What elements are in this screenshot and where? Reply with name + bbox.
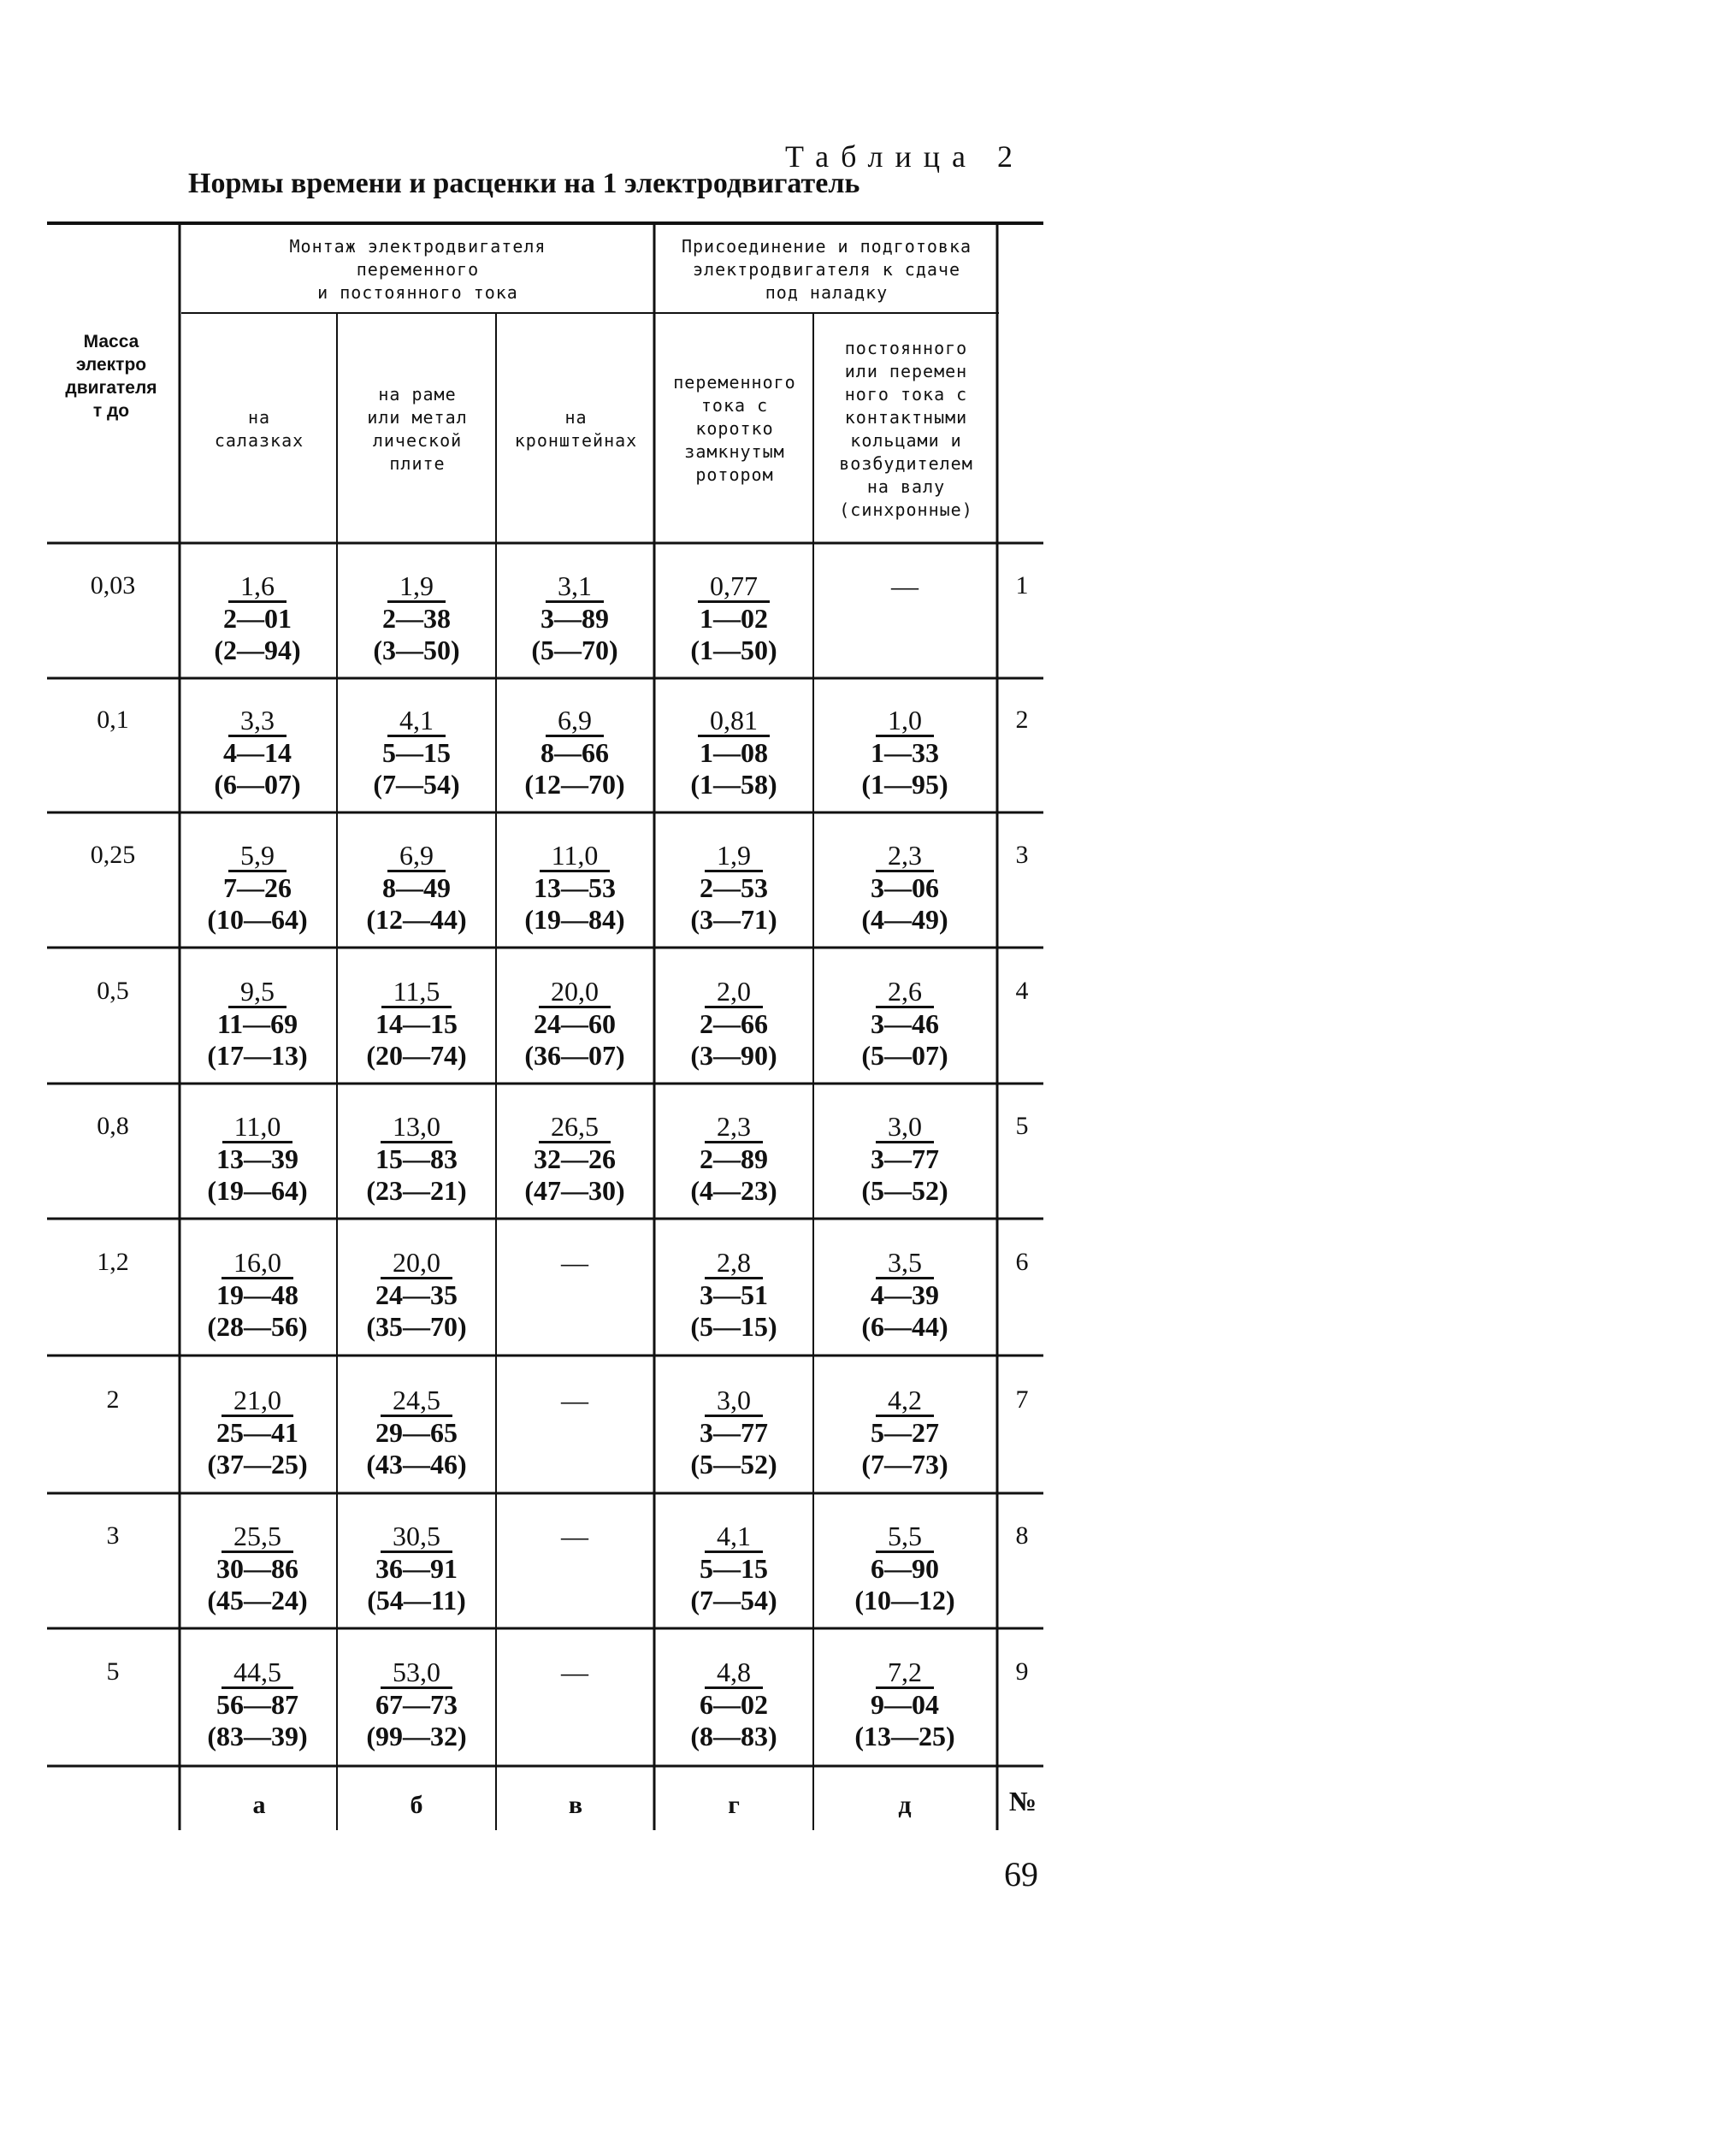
empty-dash: — — [561, 1657, 588, 1687]
time-norm: 0,81 — [698, 706, 770, 737]
rate-value: 56—87 — [216, 1689, 298, 1720]
rate-alt-value: (28—56) — [207, 1311, 308, 1342]
rate-value: 5—15 — [700, 1553, 768, 1584]
rate-value: 1—02 — [700, 603, 768, 634]
rate-value: 4—14 — [223, 737, 292, 768]
page-number: 69 — [1004, 1855, 1038, 1893]
mass-value: 2 — [106, 1385, 120, 1414]
rate-cell — [178, 1657, 337, 1752]
time-norm: 44,5 — [222, 1657, 293, 1689]
rate-cell — [337, 1521, 496, 1616]
time-norm: 0,77 — [698, 571, 770, 603]
rate-alt-value: (35—70) — [366, 1311, 467, 1342]
time-norm: 3,5 — [876, 1248, 934, 1279]
rate-cell — [495, 977, 654, 1072]
mass-value: 0,5 — [97, 977, 129, 1005]
rate-alt-value: (19—64) — [207, 1175, 308, 1206]
rate-cell — [825, 706, 984, 800]
time-norm: 3,0 — [876, 1112, 934, 1143]
mass-value: 0,1 — [97, 706, 129, 734]
rate-cell — [178, 706, 337, 800]
time-norm: 6,9 — [546, 706, 604, 737]
rate-cell — [178, 1248, 337, 1343]
rate-value: 8—49 — [382, 872, 451, 903]
rate-cell — [654, 1521, 813, 1616]
rate-value: 8—66 — [541, 737, 609, 768]
rate-value: 3—06 — [871, 872, 939, 903]
rate-cell — [337, 706, 496, 800]
rate-alt-value: (3—50) — [373, 635, 460, 665]
rate-alt-value: (10—64) — [207, 904, 308, 935]
time-norm: 20,0 — [381, 1248, 452, 1279]
row-number: 7 — [1015, 1385, 1029, 1414]
rate-value: 25—41 — [216, 1417, 298, 1448]
time-norm: 21,0 — [222, 1385, 293, 1417]
time-norm: 2,8 — [705, 1248, 763, 1279]
rate-cell — [825, 841, 984, 936]
time-norm: 2,0 — [705, 977, 763, 1008]
time-norm: 16,0 — [222, 1248, 293, 1279]
rate-value: 19—48 — [216, 1279, 298, 1310]
rate-cell — [495, 571, 654, 666]
time-norm: 2,3 — [705, 1112, 763, 1143]
rate-cell — [654, 1112, 813, 1207]
rate-value: 36—91 — [375, 1553, 458, 1584]
rate-value: 2—38 — [382, 603, 451, 634]
rate-cell — [337, 977, 496, 1072]
rate-cell — [178, 977, 337, 1072]
rate-alt-value: (47—30) — [524, 1175, 625, 1206]
time-norm: 4,2 — [876, 1385, 934, 1417]
rate-cell — [495, 841, 654, 936]
time-norm: 4,1 — [705, 1521, 763, 1553]
rate-cell — [654, 1248, 813, 1343]
column-letter-g: г — [728, 1791, 740, 1819]
mass-value: 0,03 — [90, 571, 136, 600]
time-norm: 1,9 — [387, 571, 446, 603]
rate-cell — [495, 1112, 654, 1207]
rate-alt-value: (17—13) — [207, 1040, 308, 1071]
time-norm: 5,5 — [876, 1521, 934, 1553]
rate-value: 2—53 — [700, 872, 768, 903]
rate-cell — [825, 571, 984, 600]
rate-cell — [495, 1248, 654, 1277]
rate-value: 2—89 — [700, 1143, 768, 1174]
rate-cell — [337, 571, 496, 666]
rate-alt-value: (7—54) — [373, 769, 460, 800]
mass-value: 0,8 — [97, 1112, 129, 1140]
time-norm: 3,0 — [705, 1385, 763, 1417]
column-letter-v: в — [568, 1791, 583, 1819]
rate-value: 29—65 — [375, 1417, 458, 1448]
rate-cell — [654, 571, 813, 666]
rate-value: 9—04 — [871, 1689, 939, 1720]
rate-alt-value: (6—44) — [861, 1311, 948, 1342]
rate-cell — [495, 706, 654, 800]
rate-alt-value: (6—07) — [214, 769, 301, 800]
rate-alt-value: (4—23) — [690, 1175, 777, 1206]
rate-alt-value: (19—84) — [524, 904, 625, 935]
rate-alt-value: (5—70) — [531, 635, 618, 665]
rate-cell — [178, 1521, 337, 1616]
rate-value: 14—15 — [375, 1008, 458, 1039]
column-letter-d: д — [898, 1791, 912, 1819]
rate-alt-value: (13—25) — [854, 1721, 955, 1751]
row-number: 2 — [1015, 706, 1029, 734]
rate-value: 15—83 — [375, 1143, 458, 1174]
rate-alt-value: (99—32) — [366, 1721, 467, 1751]
rate-value: 3—77 — [700, 1417, 768, 1448]
header-mass: Масса электро двигателя т до — [65, 332, 157, 421]
rate-cell — [825, 1657, 984, 1752]
time-norm: 11,0 — [222, 1112, 293, 1143]
rate-cell — [337, 1248, 496, 1343]
row-number: 9 — [1015, 1657, 1029, 1686]
rate-cell — [337, 1112, 496, 1207]
time-norm: 11,0 — [540, 841, 611, 872]
rate-value: 4—39 — [871, 1279, 939, 1310]
time-norm: 2,6 — [876, 977, 934, 1008]
empty-dash: — — [891, 570, 919, 601]
table-label: Таблица 2 — [785, 139, 1025, 174]
rate-alt-value: (54—11) — [367, 1585, 466, 1616]
column-letter-a: а — [252, 1791, 266, 1819]
rate-alt-value: (5—52) — [861, 1175, 948, 1206]
table-title: Нормы времени и расценки на 1 электродвигатель — [188, 168, 860, 199]
rate-cell — [337, 1657, 496, 1752]
rate-cell — [825, 1112, 984, 1207]
time-norm: 3,1 — [546, 571, 604, 603]
time-norm: 1,6 — [228, 571, 286, 603]
column-letter-b: б — [410, 1791, 423, 1819]
rate-alt-value: (23—21) — [366, 1175, 467, 1206]
rate-cell — [495, 1521, 654, 1551]
rate-alt-value: (12—70) — [524, 769, 625, 800]
rate-alt-value: (8—83) — [690, 1721, 777, 1751]
rate-value: 6—90 — [871, 1553, 939, 1584]
rate-alt-value: (5—15) — [690, 1311, 777, 1342]
rate-value: 5—15 — [382, 737, 451, 768]
header-col-d: постоянного или перемен ного тока с контактными кольцами и возбудителем на валу (синхронные) — [839, 337, 973, 520]
row-number: 5 — [1015, 1112, 1029, 1140]
rate-alt-value: (5—52) — [690, 1449, 777, 1480]
empty-dash: — — [561, 1521, 588, 1551]
row-number: 4 — [1015, 977, 1029, 1005]
rate-value: 3—89 — [541, 603, 609, 634]
rate-value: 24—35 — [375, 1279, 458, 1310]
rate-cell — [654, 977, 813, 1072]
rate-alt-value: (1—58) — [690, 769, 777, 800]
rate-cell — [825, 1521, 984, 1616]
time-norm: 1,9 — [705, 841, 763, 872]
rate-value: 2—01 — [223, 603, 292, 634]
time-norm: 3,3 — [228, 706, 286, 737]
mass-value: 5 — [106, 1657, 120, 1686]
rate-alt-value: (45—24) — [207, 1585, 308, 1616]
rate-value: 1—08 — [700, 737, 768, 768]
rate-alt-value: (36—07) — [524, 1040, 625, 1071]
row-number: 3 — [1015, 841, 1029, 869]
rate-alt-value: (37—25) — [207, 1449, 308, 1480]
rate-value: 13—39 — [216, 1143, 298, 1174]
header-group-connect: Присоединение и подготовка электродвигателя к сдаче под наладку — [681, 235, 972, 303]
rate-value: 2—66 — [700, 1008, 768, 1039]
rate-alt-value: (1—95) — [861, 769, 948, 800]
rate-cell — [654, 706, 813, 800]
rate-value: 24—60 — [534, 1008, 616, 1039]
rate-cell — [654, 841, 813, 936]
row-number: 8 — [1015, 1521, 1029, 1550]
rate-alt-value: (20—74) — [366, 1040, 467, 1071]
rate-value: 6—02 — [700, 1689, 768, 1720]
rate-alt-value: (83—39) — [207, 1721, 308, 1751]
rate-cell — [178, 1385, 337, 1480]
rate-cell — [495, 1657, 654, 1686]
mass-value: 1,2 — [97, 1248, 129, 1276]
time-norm: 26,5 — [539, 1112, 611, 1143]
rate-cell — [178, 1112, 337, 1207]
rate-alt-value: (7—54) — [690, 1585, 777, 1616]
time-norm: 13,0 — [381, 1112, 452, 1143]
rate-cell — [825, 977, 984, 1072]
mass-value: 0,25 — [90, 841, 136, 869]
time-norm: 53,0 — [381, 1657, 452, 1689]
time-norm: 24,5 — [381, 1385, 452, 1417]
time-norm: 5,9 — [228, 841, 286, 872]
rate-value: 32—26 — [534, 1143, 616, 1174]
time-norm: 9,5 — [228, 977, 286, 1008]
rate-alt-value: (4—49) — [861, 904, 948, 935]
time-norm: 30,5 — [381, 1521, 452, 1553]
rate-value: 13—53 — [534, 872, 616, 903]
rate-alt-value: (10—12) — [854, 1585, 955, 1616]
rate-alt-value: (5—07) — [861, 1040, 948, 1071]
time-norm: 25,5 — [222, 1521, 293, 1553]
rate-value: 11—69 — [216, 1008, 298, 1039]
rate-alt-value: (2—94) — [214, 635, 301, 665]
rate-value: 3—46 — [871, 1008, 939, 1039]
rate-value: 7—26 — [223, 872, 292, 903]
time-norm: 11,5 — [381, 977, 452, 1008]
number-header: № — [1008, 1786, 1037, 1816]
rate-alt-value: (43—46) — [366, 1449, 467, 1480]
time-norm: 2,3 — [876, 841, 934, 872]
rate-cell — [825, 1248, 984, 1343]
header-col-a: на салазках — [214, 406, 304, 451]
rate-value: 3—51 — [700, 1279, 768, 1310]
rate-cell — [178, 841, 337, 936]
header-col-g: переменного тока с коротко замкнутым ротором — [673, 372, 796, 485]
rate-value: 1—33 — [871, 737, 939, 768]
rate-cell — [825, 1385, 984, 1480]
rate-value: 3—77 — [871, 1143, 939, 1174]
rate-value: 5—27 — [871, 1417, 939, 1448]
rate-value: 30—86 — [216, 1553, 298, 1584]
time-norm: 4,8 — [705, 1657, 763, 1689]
rate-cell — [654, 1657, 813, 1752]
time-norm: 4,1 — [387, 706, 446, 737]
rate-cell — [337, 841, 496, 936]
time-norm: 6,9 — [387, 841, 446, 872]
rate-alt-value: (12—44) — [366, 904, 467, 935]
time-norm: 1,0 — [876, 706, 934, 737]
header-col-b: на раме или метал лической плите — [367, 383, 468, 474]
empty-dash: — — [561, 1385, 588, 1415]
rate-cell — [495, 1385, 654, 1415]
row-number: 6 — [1015, 1248, 1029, 1276]
rate-cell — [654, 1385, 813, 1480]
rate-value: 67—73 — [375, 1689, 458, 1720]
header-col-v: на кронштейнах — [514, 406, 638, 451]
row-number: 1 — [1015, 571, 1029, 600]
rate-alt-value: (1—50) — [690, 635, 777, 665]
header-group-mount: Монтаж электродвигателя переменного и постоянного тока — [289, 235, 546, 303]
rate-alt-value: (7—73) — [861, 1449, 948, 1480]
time-norm: 7,2 — [876, 1657, 934, 1689]
rate-cell — [337, 1385, 496, 1480]
rate-cell — [178, 571, 337, 666]
mass-value: 3 — [106, 1521, 120, 1550]
time-norm: 20,0 — [539, 977, 611, 1008]
empty-dash: — — [561, 1247, 588, 1278]
rate-alt-value: (3—90) — [690, 1040, 777, 1071]
rate-alt-value: (3—71) — [690, 904, 777, 935]
